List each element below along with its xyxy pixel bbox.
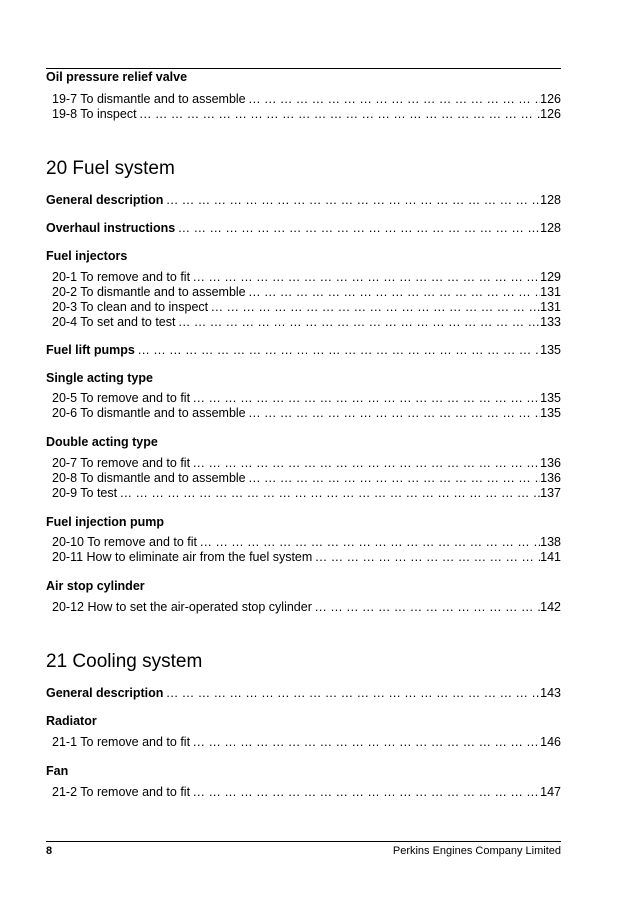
dot-leader bbox=[312, 600, 540, 614]
toc-entry-label: 21-2 To remove and to fit bbox=[52, 785, 191, 799]
dot-leader bbox=[175, 221, 540, 235]
toc-entry-page: 142 bbox=[540, 600, 561, 614]
toc-entry-label: 20-12 How to set the air-operated stop cylinder bbox=[52, 600, 312, 614]
toc-entry-label: 20-6 To dismantle and to assemble bbox=[52, 406, 246, 420]
toc-entry-label: 19-8 To inspect bbox=[52, 107, 137, 121]
toc-entry[interactable] bbox=[52, 550, 561, 565]
toc-entry-page: 135 bbox=[540, 343, 561, 357]
toc-entry[interactable] bbox=[52, 535, 561, 550]
toc-entry-label: Fuel lift pumps bbox=[46, 343, 135, 357]
footer-publisher: Perkins Engines Company Limited bbox=[392, 845, 561, 857]
toc-entry-page: 143 bbox=[540, 686, 561, 700]
dot-leader bbox=[197, 535, 540, 549]
toc-entry[interactable] bbox=[52, 315, 561, 330]
dot-leader bbox=[312, 550, 540, 564]
dot-leader bbox=[246, 285, 541, 299]
toc-entry-page: 135 bbox=[540, 391, 561, 405]
toc-entry[interactable] bbox=[52, 785, 561, 800]
toc-entry-page: 146 bbox=[540, 735, 561, 749]
section-heading-double-acting: Double acting type bbox=[46, 435, 158, 449]
toc-entry[interactable] bbox=[52, 471, 561, 486]
toc-entry-page: 135 bbox=[540, 406, 561, 420]
dot-leader bbox=[190, 735, 540, 749]
toc-entry[interactable] bbox=[52, 270, 561, 285]
dot-leader bbox=[190, 785, 540, 799]
toc-entry[interactable] bbox=[52, 300, 561, 315]
toc-entry-label: 19-7 To dismantle and to assemble bbox=[52, 92, 246, 106]
toc-entry[interactable] bbox=[52, 285, 561, 300]
toc-entry[interactable] bbox=[52, 486, 561, 501]
toc-entry-page: 126 bbox=[540, 107, 561, 121]
section-heading-fuel-injection-pump: Fuel injection pump bbox=[46, 515, 165, 529]
toc-entry-label: 21-1 To remove and to fit bbox=[52, 735, 191, 749]
dot-leader bbox=[246, 471, 541, 485]
toc-entry-label: 20-7 To remove and to fit bbox=[52, 456, 191, 470]
toc-entry-general-description[interactable] bbox=[46, 193, 561, 208]
dot-leader bbox=[246, 92, 541, 106]
toc-entry-page: 129 bbox=[540, 270, 561, 284]
section-heading-single-acting: Single acting type bbox=[46, 371, 153, 385]
dot-leader bbox=[117, 486, 540, 500]
toc-entry-fuel-lift-pumps[interactable] bbox=[46, 343, 561, 358]
toc-entry[interactable] bbox=[52, 735, 561, 750]
toc-entry-label: 20-2 To dismantle and to assemble bbox=[52, 285, 246, 299]
dot-leader bbox=[137, 107, 541, 121]
dot-leader bbox=[175, 315, 540, 329]
footer-rule bbox=[46, 841, 561, 842]
section-heading-fuel-injectors: Fuel injectors bbox=[46, 249, 128, 263]
toc-entry-overhaul-instructions[interactable] bbox=[46, 221, 561, 236]
toc-entry-label: 20-11 How to eliminate air from the fuel system bbox=[52, 550, 313, 564]
section-heading-oil-relief: Oil pressure relief valve bbox=[46, 70, 188, 84]
toc-entry-page: 137 bbox=[540, 486, 561, 500]
toc-entry-label: 20-4 To set and to test bbox=[52, 315, 176, 329]
toc-entry-label: General description bbox=[46, 686, 164, 700]
toc-entry-page: 128 bbox=[540, 221, 561, 235]
chapter-title-cooling-system: 21 Cooling system bbox=[46, 651, 203, 672]
toc-entry[interactable] bbox=[52, 107, 561, 122]
section-heading-fan: Fan bbox=[46, 764, 69, 778]
toc-entry-label: 20-10 To remove and to fit bbox=[52, 535, 197, 549]
dot-leader bbox=[135, 343, 540, 357]
toc-entry-page: 131 bbox=[540, 285, 561, 299]
toc-entry-label: Overhaul instructions bbox=[46, 221, 176, 235]
dot-leader bbox=[163, 686, 540, 700]
toc-entry-page: 141 bbox=[540, 550, 561, 564]
chapter-title-fuel-system: 20 Fuel system bbox=[46, 158, 175, 179]
toc-entry-page: 126 bbox=[540, 92, 561, 106]
dot-leader bbox=[190, 391, 540, 405]
section-heading-radiator: Radiator bbox=[46, 714, 97, 728]
top-rule bbox=[46, 68, 561, 69]
toc-entry-label: General description bbox=[46, 193, 164, 207]
toc-entry-page: 138 bbox=[540, 535, 561, 549]
footer-page-number: 8 bbox=[46, 845, 53, 857]
toc-entry[interactable] bbox=[52, 92, 561, 107]
toc-entry-label: 20-5 To remove and to fit bbox=[52, 391, 191, 405]
toc-entry-page: 133 bbox=[540, 315, 561, 329]
toc-entry-label: 20-9 To test bbox=[52, 486, 118, 500]
toc-entry-label: 20-3 To clean and to inspect bbox=[52, 300, 209, 314]
dot-leader bbox=[208, 300, 540, 314]
toc-entry-label: 20-8 To dismantle and to assemble bbox=[52, 471, 246, 485]
dot-leader bbox=[190, 456, 540, 470]
toc-entry[interactable] bbox=[52, 406, 561, 421]
toc-entry-page: 136 bbox=[540, 471, 561, 485]
section-heading-air-stop-cylinder: Air stop cylinder bbox=[46, 579, 145, 593]
toc-entry[interactable] bbox=[52, 391, 561, 406]
toc-entry-page: 128 bbox=[540, 193, 561, 207]
toc-entry[interactable] bbox=[52, 600, 561, 615]
dot-leader bbox=[190, 270, 540, 284]
dot-leader bbox=[246, 406, 541, 420]
toc-entry[interactable] bbox=[52, 456, 561, 471]
toc-entry-page: 131 bbox=[540, 300, 561, 314]
toc-entry-page: 136 bbox=[540, 456, 561, 470]
toc-entry-page: 147 bbox=[540, 785, 561, 799]
toc-entry-general-description[interactable] bbox=[46, 686, 561, 701]
toc-entry-label: 20-1 To remove and to fit bbox=[52, 270, 191, 284]
dot-leader bbox=[163, 193, 540, 207]
